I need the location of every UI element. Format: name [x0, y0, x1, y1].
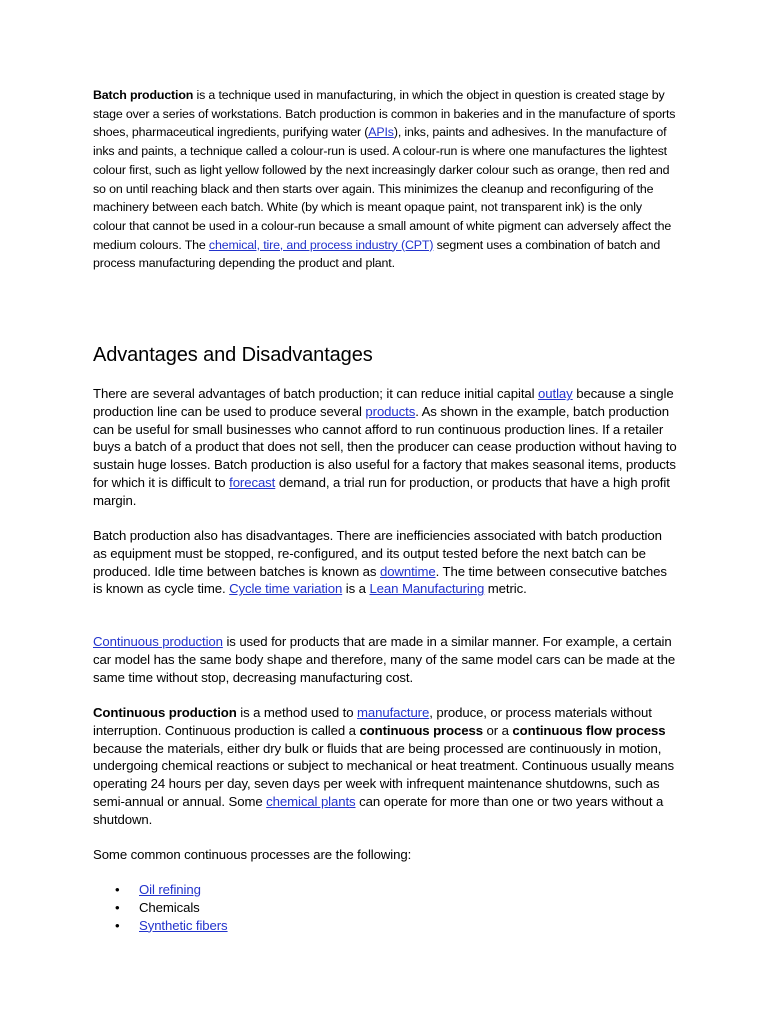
continuous-def-text-3: or a [482, 722, 513, 738]
list-intro: Some common continuous processes are the following: [93, 847, 412, 862]
bullet-icon: • [115, 899, 120, 915]
disadvantages-paragraph [93, 527, 678, 598]
bullet-icon: • [115, 917, 120, 933]
list-item [93, 917, 228, 935]
advantages-text-2: because a single production line can be used to produce several [93, 386, 674, 419]
continuous-production-link[interactable]: Continuous production [93, 634, 223, 649]
continuous-definition-paragraph [93, 704, 678, 829]
advantages-text-3: . As shown in the example, batch production can be useful for small businesses who cannot afford to run continuous production lines. If a retailer buys a batch of a product that does not sell, then the producer can cease production without having to sustain huge losses. Batch production is also useful for a factory that makes seasonal items, products for which it is difficult to [93, 403, 677, 490]
intro-text-3: segment uses a combination of batch and process manufacturing depending the product and plant. [93, 237, 661, 271]
advantages-text-1: There are several advantages of batch production; it can reduce initial capital [93, 386, 539, 401]
downtime-link[interactable]: downtime [379, 563, 436, 579]
disadvantages-text-1: Batch production also has disadvantages. There are inefficiencies associated with batch production as equipment must be stopped, re-configured, and its output tested before the next batch can be produced. Idle time between batches is known as [93, 528, 662, 579]
cycle-time-variation-link[interactable]: Cycle time variation [229, 581, 343, 597]
lean-manufacturing-link[interactable]: Lean Manufacturing [369, 581, 485, 597]
intro-text-2: ), inks, paints and adhesives. In the manufacture of inks and paints, a technique called a colour-run is used. A colour-run is where one manufactures the lightest colour first, such as light yellow followed by the next increasingly darker colour such as orange, then red and so on until reaching black and then starts over again. This minimizes the cleanup and reconfiguring of the machinery between each batch. White (by which is meant opaque paint, not transparent ink) is the only colour that cannot be used in a colour-run because a small amount of white pigment can adversely affect the medium colours. The [93, 125, 672, 252]
forecast-link[interactable]: forecast [229, 474, 276, 490]
intro-text-1: is a technique used in manufacturing, in which the object in question is created stage by stage over a series of workstations. Batch production is common in bakeries and in the manufacture of sports shoes, pharmaceutical ingredients, purifying water ( [93, 88, 676, 140]
disadvantages-text-4: metric. [484, 581, 527, 597]
continuous-intro-text: is used for products that are made in a similar manner. For example, a certain car model has the same body shape and therefore, many of the same model cars can be made at the same time without stop, decreasing manufacturing cost. [93, 634, 676, 685]
chemicals-item: Chemicals [139, 899, 200, 915]
chemical-plants-link[interactable]: chemical plants [266, 793, 356, 809]
disadvantages-text-2: . The time between consecutive batches is known as cycle time. [93, 563, 667, 597]
list-item [93, 881, 228, 899]
continuous-process-term: continuous process [359, 722, 483, 738]
outlay-link[interactable]: outlay [538, 386, 573, 401]
products-link[interactable]: products [365, 403, 416, 419]
intro-paragraph [93, 86, 678, 273]
apis-link[interactable]: APIs [368, 125, 394, 140]
continuous-processes-list [93, 881, 228, 934]
cpt-link[interactable]: chemical, tire, and process industry (CPT) [208, 237, 434, 252]
synthetic-fibers-link[interactable]: Synthetic fibers [139, 917, 228, 933]
disadvantages-text-3: is a [342, 581, 370, 597]
continuous-intro-paragraph [93, 633, 678, 686]
advantages-paragraph [93, 385, 678, 510]
continuous-def-text-1: is a method used to [236, 705, 357, 720]
list-item [93, 899, 228, 917]
continuous-def-text-2: , produce, or process materials without interruption. Continuous production is called a [93, 705, 652, 738]
continuous-def-text-4: because the materials, either dry bulk or fluids that are being processed are continuously in motion, undergoing chemical reactions or subject to mechanical or heat treatment. Continuous usually means operating 24 hours per day, seven days per week with infrequent maintenance shutdowns, such as semi-annual or annual. Some [93, 740, 675, 809]
batch-production-term: Batch production [93, 88, 194, 102]
section-heading: Advantages and Disadvantages [93, 344, 373, 366]
continuous-def-text-5: can operate for more than one or two years without a shutdown. [93, 793, 664, 827]
bullet-icon: • [115, 882, 120, 897]
continuous-production-term: Continuous production [93, 705, 237, 720]
advantages-text-4: demand, a trial run for production, or products that have a high profit margin. [93, 474, 670, 508]
manufacture-link[interactable]: manufacture [357, 705, 430, 720]
continuous-flow-process-term: continuous flow process [512, 722, 666, 738]
oil-refining-link[interactable]: Oil refining [139, 882, 201, 897]
